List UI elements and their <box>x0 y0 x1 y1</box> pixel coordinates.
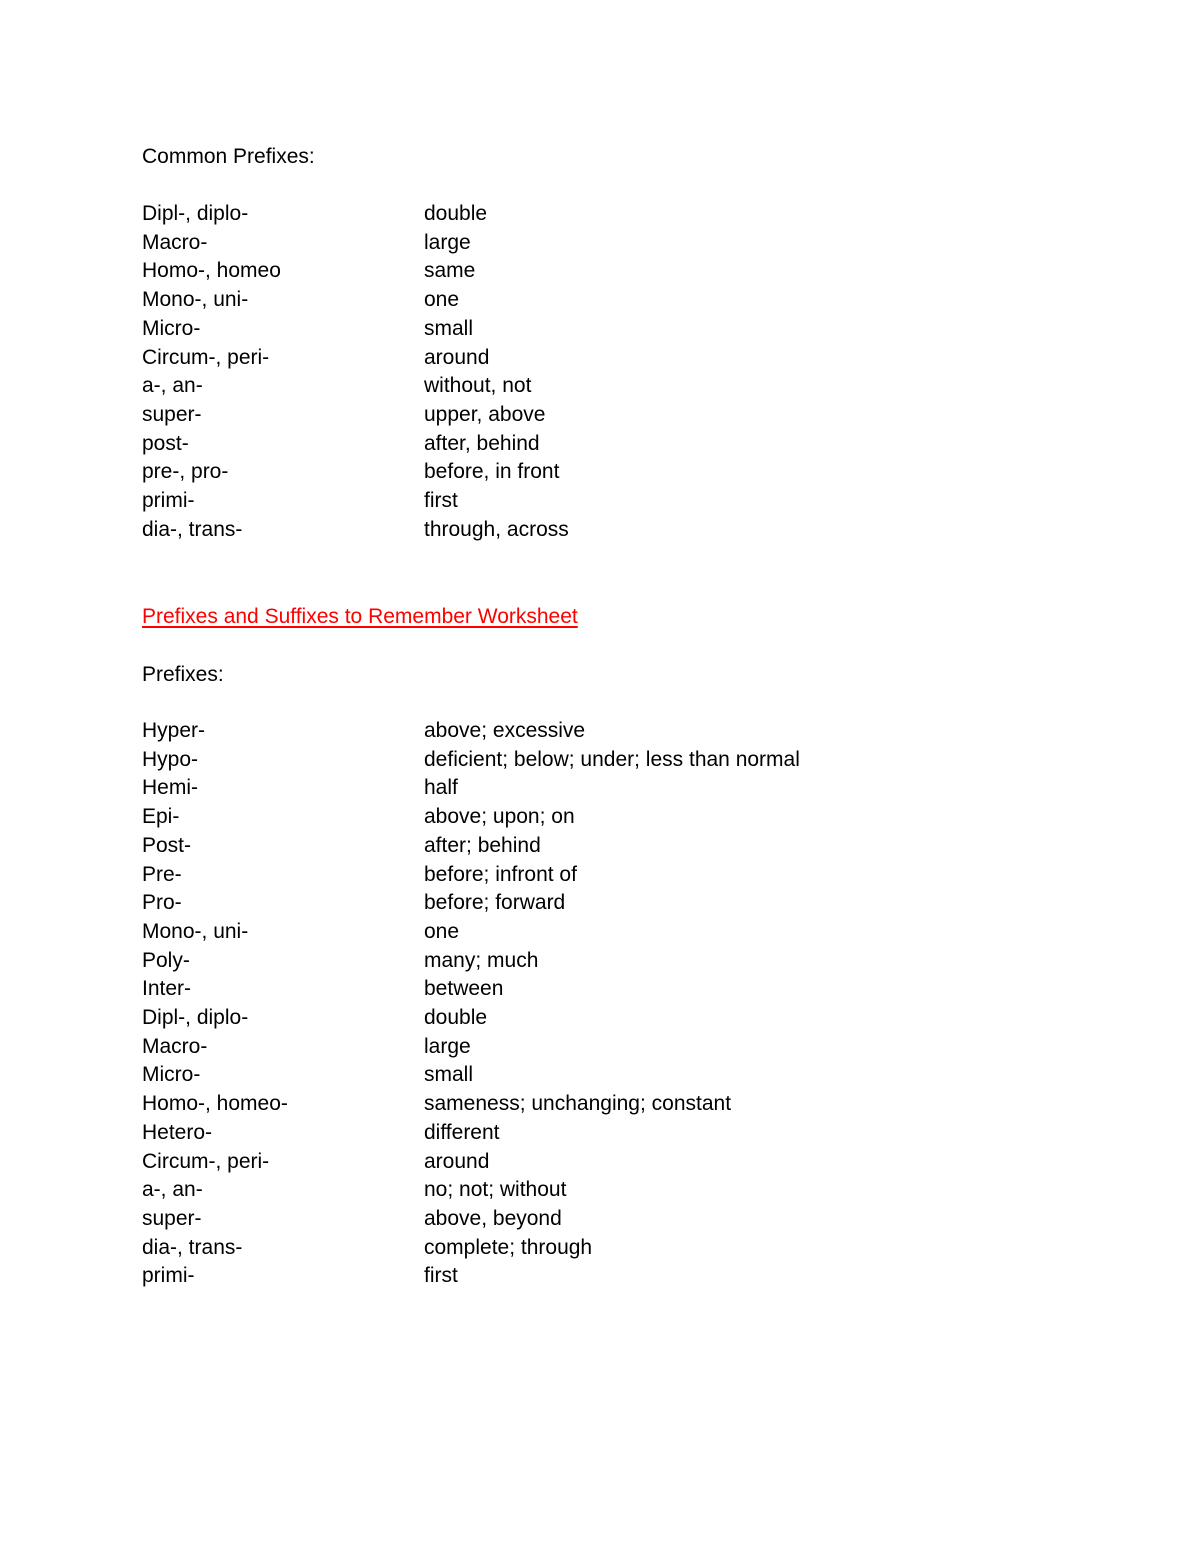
prefix-meaning: between <box>424 977 504 1001</box>
prefix-meaning: double <box>424 1006 488 1029</box>
prefix-meaning: large <box>424 1034 471 1058</box>
prefix-meaning: upper, above <box>424 402 546 426</box>
prefix-term: primi- <box>142 489 195 512</box>
prefix-term: Pro- <box>142 891 182 915</box>
prefix-meaning: around <box>424 345 490 369</box>
prefix-term: Mono-, uni- <box>142 919 249 943</box>
prefix-term: Circum-, peri- <box>142 1149 270 1173</box>
prefix-term: Homo-, homeo <box>142 259 281 283</box>
prefix-meaning: around <box>424 1149 490 1173</box>
prefix-meaning: above; excessive <box>424 719 586 742</box>
prefix-term: Inter- <box>142 977 192 1001</box>
prefix-term: a-, an- <box>142 374 203 398</box>
prefix-meaning: sameness; unchanging; constant <box>424 1092 732 1116</box>
prefix-meaning: before, in front <box>424 460 560 484</box>
prefix-meaning: deficient; below; under; less than normal <box>424 747 800 771</box>
prefix-term: Dipl-, diplo- <box>142 202 249 225</box>
prefix-meaning: before; forward <box>424 891 566 915</box>
prefixes-heading: Prefixes: <box>142 663 224 686</box>
prefix-meaning: large <box>424 230 471 254</box>
prefix-term: pre-, pro- <box>142 460 229 484</box>
prefix-meaning: after, behind <box>424 431 540 455</box>
prefix-term: primi- <box>142 1264 195 1288</box>
prefix-term: Dipl-, diplo- <box>142 1006 249 1029</box>
prefix-meaning: double <box>424 202 488 225</box>
prefix-term: Hypo- <box>142 747 199 771</box>
prefix-term: Circum-, peri- <box>142 345 270 369</box>
prefix-term: Epi- <box>142 805 180 829</box>
prefix-term: Hetero- <box>142 1120 213 1144</box>
prefix-term: Pre- <box>142 862 182 886</box>
prefix-meaning: small <box>424 1063 474 1087</box>
prefix-term: super- <box>142 402 202 426</box>
prefix-meaning: above, beyond <box>424 1206 562 1230</box>
common-prefixes-heading: Common Prefixes: <box>142 145 315 168</box>
prefix-term: Macro- <box>142 230 208 254</box>
prefix-term: dia-, trans- <box>142 1235 243 1259</box>
prefix-term: super- <box>142 1206 202 1230</box>
prefix-meaning: half <box>424 776 458 800</box>
prefix-term: Post- <box>142 833 192 857</box>
prefix-term: Micro- <box>142 1063 201 1087</box>
prefix-meaning: complete; through <box>424 1235 593 1259</box>
prefix-meaning: above; upon; on <box>424 805 575 829</box>
prefix-term: a-, an- <box>142 1178 203 1202</box>
prefix-term: post- <box>142 431 189 455</box>
prefix-meaning: many; much <box>424 948 539 972</box>
prefix-meaning: no; not; without <box>424 1178 567 1202</box>
prefix-meaning: one <box>424 288 460 312</box>
prefix-term: dia-, trans- <box>142 517 243 541</box>
prefix-meaning: before; infront of <box>424 862 577 886</box>
prefix-term: Homo-, homeo- <box>142 1092 288 1116</box>
prefix-meaning: same <box>424 259 476 283</box>
prefix-term: Hemi- <box>142 776 198 800</box>
prefix-meaning: small <box>424 316 474 340</box>
prefix-term: Macro- <box>142 1034 208 1058</box>
prefix-term: Poly- <box>142 948 190 972</box>
prefix-meaning: first <box>424 1264 458 1288</box>
prefix-meaning: without, not <box>424 374 532 398</box>
prefix-meaning: after; behind <box>424 833 541 857</box>
prefix-meaning: through, across <box>424 517 569 541</box>
prefix-meaning: one <box>424 919 460 943</box>
worksheet-title: Prefixes and Suffixes to Remember Worksheet <box>142 605 578 628</box>
prefix-term: Micro- <box>142 316 201 340</box>
prefix-meaning: different <box>424 1120 500 1144</box>
prefix-term: Hyper- <box>142 719 206 742</box>
prefix-term: Mono-, uni- <box>142 288 249 312</box>
prefix-meaning: first <box>424 489 458 512</box>
